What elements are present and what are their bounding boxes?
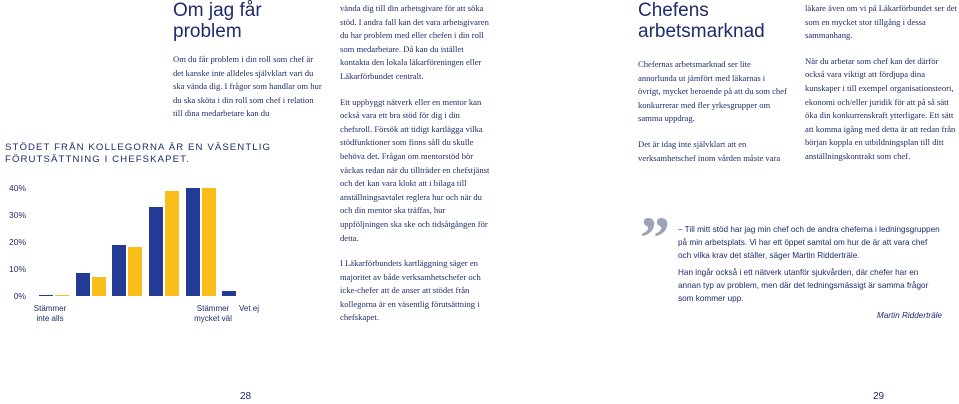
- chart-caption: STÖDET FRÅN KOLLEGORNA ÄR EN VÄSENTLIG FÖRUTSÄTTNING I CHEFSKAPET.: [5, 142, 272, 165]
- quote-mark-icon: ”: [640, 205, 670, 271]
- x-label-line: Vet ej: [238, 304, 259, 313]
- chart-bar: [55, 295, 69, 296]
- y-tick-label: 10%: [8, 264, 26, 274]
- body-paragraph: läkare även om vi på Läkarförbundet ser det som en mycket stor tillgång i dessa sammanhang.: [805, 3, 957, 41]
- y-tick-label: 40%: [8, 183, 26, 193]
- right-column-2: [805, 2, 957, 164]
- body-paragraph: Det är idag inte självklart att en verksamhetschef inom vården måste vara: [638, 138, 781, 163]
- pull-quote: [678, 224, 942, 320]
- x-category-label: [232, 304, 266, 314]
- y-tick-label: 30%: [8, 210, 26, 220]
- page-heading-left: Om jag får problem: [173, 0, 262, 42]
- x-category-label: [25, 304, 75, 324]
- body-paragraph: Chefernas arbetsmarknad ser lite annorlunda ut jämfört med läkarnas i övrigt, mycket beroende på att du som chef konkurrerar med fler yrkesgrupper om samma uppdrag.: [638, 59, 787, 124]
- page-heading-right: Chefens arbetsmarknad: [638, 0, 765, 42]
- quote-signature: Martin Ridderträle: [876, 310, 942, 320]
- page-number-right: 29: [873, 391, 885, 402]
- body-paragraph: I Läkarförbundets kartläggning säger en majoritet av både verksamhetschefer och icke-chefer att de anser att stödet från kollegorna är en väsentlig förutsättning i chefskapet.: [340, 258, 481, 323]
- chart-bar: [222, 291, 236, 296]
- chart-bar: [149, 207, 163, 296]
- chart-bar: [39, 295, 53, 296]
- intro-text: [173, 53, 323, 121]
- page-number-left: 28: [240, 391, 252, 402]
- middle-column: [340, 2, 492, 325]
- body-paragraph: Ett uppbyggt nätverk eller en mentor kan också vara ett bra stöd för dig i din chefsroll. Försök att tidigt kartlägga vilka stödfunktioner som finns såll du skulle behöva det. Frågan om mentorstöd bör väckas redan när du tillträder en chefstjänst och det kan vara klokt att i bilaga till anställningsavtalet reglera hur och när du och din mentor ska träffas, hur uppföljningen ska ske och tidsåtgången för detta.: [340, 96, 490, 243]
- right-column-1: [638, 58, 790, 165]
- chart-bar: [128, 247, 142, 296]
- chart-bar: [165, 191, 179, 296]
- quote-paragraph: – Till mitt stöd har jag min chef och de andra cheferna i ledningsgruppen på min arbetsplats. Vi har ett öppet samtal om hur de är att vara chef och vilka krav det ställer, säger Martin Ridderträle.: [678, 225, 940, 260]
- chart-bar: [92, 277, 106, 296]
- y-tick-label: 20%: [8, 237, 26, 247]
- chart-bar: [112, 245, 126, 296]
- bar-chart: [0, 180, 270, 330]
- x-label-line: Stämmer mycket väl: [194, 304, 232, 323]
- body-paragraph: vända dig till din arbetsgivare för att söka stöd. I andra fall kan det vara arbetsgivaren du har problem med eller chefen i din roll som medarbetare. Då kan du istället kontakta den lokala läkarföreningen eller Läkarförbundet centralt.: [340, 3, 489, 81]
- chart-bar: [76, 273, 90, 296]
- chart-bar: [202, 188, 216, 296]
- plot-area: [35, 188, 255, 296]
- body-paragraph: När du arbetar som chef kan det därför också vara viktigt att fördjupa dina kunskaper i till exempel organisationsteori, ekonomi och/eller juridik för att på så sätt öka din konkurrenskraft ytterligare. Ett sätt att komma igång med detta är att redan från början koppla en utbildningsplan till ditt anställningskontrakt som chef.: [805, 55, 956, 161]
- y-tick-label: 0%: [13, 291, 26, 301]
- chart-bar: [186, 188, 200, 296]
- x-label-line: Stämmer inte alls: [33, 304, 67, 323]
- quote-paragraph: Han ingår också i ett nätverk utanför sjukvården, där chefer har en annan typ av problem, men där det ledningsmässigt är samma frågor som kommer upp.: [678, 268, 929, 303]
- intro-paragraph: Om du får problem i din roll som chef är det kanske inte alldeles självklart vart du ska vända dig. I frågor som handlar om hur du ska sköta i din roll som chef i relation till dina medarbetare kan du: [173, 54, 322, 119]
